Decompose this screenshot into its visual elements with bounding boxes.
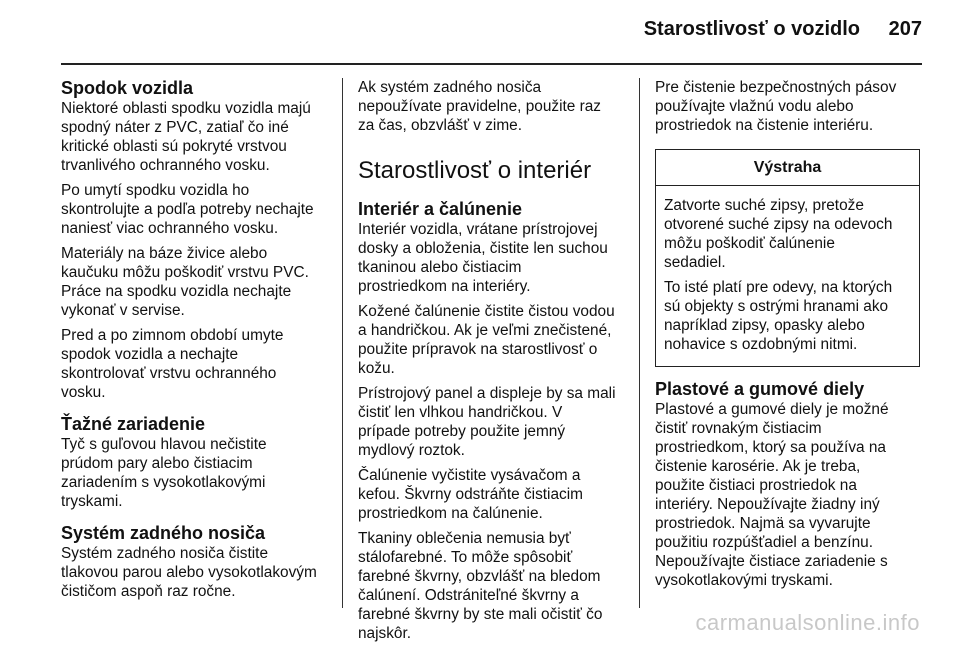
section-heading-towbar: Ťažné zariadenie <box>61 414 206 434</box>
text-line: kritické oblasti sú pokryté vrstvou <box>61 138 287 155</box>
text-line: Tkaniny oblečenia nemusia byť <box>358 530 571 547</box>
text-line: prostriedok. Najmä sa vyvarujte <box>655 515 871 532</box>
column-divider <box>639 78 640 608</box>
paragraph <box>358 384 626 460</box>
text-line: Ak systém zadného nosiča <box>358 79 542 96</box>
section-heading-underbody: Spodok vozidla <box>61 78 194 98</box>
paragraph <box>664 278 911 354</box>
text-line: použite čistiaci prostriedok na <box>655 477 857 494</box>
paragraph <box>61 435 329 511</box>
paragraph <box>358 302 626 378</box>
paragraph <box>655 78 920 135</box>
text-line: tkaninou alebo čistiacim <box>358 259 522 276</box>
paragraph <box>664 196 911 272</box>
text-line: Práce na spodku vozidla nechajte <box>61 283 292 300</box>
column-3 <box>655 78 920 596</box>
text-line: farebné škvrny, obzvlášť na bledom <box>358 568 601 585</box>
text-line: Kožené čalúnenie čistite čistou vodou <box>358 303 615 320</box>
text-line: Prístrojový panel a displeje by sa mali <box>358 385 616 402</box>
text-line: Interiér vozidla, vrátane prístrojovej <box>358 221 598 238</box>
text-line: prostriedkom, ktorý sa používa na <box>655 439 886 456</box>
paragraph <box>358 220 626 296</box>
text-line: otvorené suché zipsy na odevoch <box>664 216 893 233</box>
warning-box <box>655 149 920 367</box>
section-heading-interior-upholstery: Interiér a čalúnenie <box>358 199 523 219</box>
warning-title: Výstraha <box>656 150 919 186</box>
text-line: Pred a po zimnom období umyte <box>61 327 284 344</box>
paragraph <box>358 78 626 135</box>
watermark: carmanualsonline.info <box>695 610 920 635</box>
text-line: čistiť rovnakým čistiacim <box>655 420 822 437</box>
text-line: čistenie karosérie. Ak je treba, <box>655 458 861 475</box>
text-line: spodok vozidla a nechajte <box>61 346 239 363</box>
text-line: Tyč s guľovou hlavou nečistite <box>61 436 267 453</box>
text-line: za čas, obzvlášť v zime. <box>358 117 523 134</box>
text-line: trvanlivého ochranného vosku. <box>61 157 270 174</box>
column-divider <box>342 78 343 608</box>
section-heading-plastic-rubber: Plastové a gumové diely <box>655 379 865 399</box>
text-line: sedadiel. <box>664 254 726 271</box>
text-line: čistiť len vlhkou handričkou. V <box>358 404 563 421</box>
text-line: použitiu rozpúšťadiel a benzínu. <box>655 534 873 551</box>
text-line: kefou. Škvrny odstráňte čistiacim <box>358 486 583 503</box>
text-line: prostriedkom na čalúnenie. <box>358 505 543 522</box>
header-divider <box>61 63 922 65</box>
text-line: vysokotlakovými tryskami. <box>655 572 833 589</box>
text-line: sú objekty s ostrými hranami ako <box>664 298 889 315</box>
section-heading-rear-carrier: Systém zadného nosiča <box>61 523 266 543</box>
chapter-heading-interior-care: Starostlivosť o interiér <box>358 157 592 184</box>
text-line: Nepoužívajte čistiace zariadenie s <box>655 553 888 570</box>
text-line: tryskami. <box>61 493 123 510</box>
text-line: môžu poškodiť čalúnenie <box>664 235 835 252</box>
paragraph <box>655 400 920 590</box>
page-number: 207 <box>888 18 922 40</box>
text-line: tlakovou parou alebo vysokotlakovým <box>61 564 317 581</box>
text-line: nepoužívate pravidelne, použite raz <box>358 98 601 115</box>
text-line: Niektoré oblasti spodku vozidla majú <box>61 100 311 117</box>
column-1 <box>61 78 329 607</box>
text-line: napríklad zipsy, opasky alebo <box>664 317 865 334</box>
text-line: najskôr. <box>358 625 412 642</box>
text-line: To isté platí pre odevy, na ktorých <box>664 279 893 296</box>
text-line: skontrolovať vrstvu ochranného <box>61 365 277 382</box>
column-2 <box>358 78 626 649</box>
text-line: interiéry. Nepoužívajte žiadny iný <box>655 496 880 513</box>
text-line: Plastové a gumové diely je možné <box>655 401 889 418</box>
text-line: Čalúnenie vyčistite vysávačom a <box>358 467 581 484</box>
text-line: Materiály na báze živice alebo <box>61 245 268 262</box>
page-header-title: Starostlivosť o vozidlo <box>643 18 860 40</box>
paragraph <box>358 466 626 523</box>
text-line: kaučuku môžu poškodiť vrstvu PVC. <box>61 264 309 281</box>
text-line: prostriedok na čistenie interiéru. <box>655 117 874 134</box>
text-line: čalúnení. Odstrániteľné škvrny a <box>358 587 579 604</box>
paragraph <box>61 99 329 175</box>
text-line: vosku. <box>61 384 106 401</box>
text-line: prúdom pary alebo čistiacim <box>61 455 253 472</box>
paragraph <box>358 529 626 643</box>
text-line: použite prípravok na starostlivosť o <box>358 341 598 358</box>
paragraph <box>61 181 329 238</box>
warning-body <box>656 186 919 366</box>
text-line: Pre čistenie bezpečnostných pásov <box>655 79 897 96</box>
text-line: prostriedkom na interiéry. <box>358 278 531 295</box>
text-line: kožu. <box>358 360 395 377</box>
text-line: zariadením s vysokotlakovými <box>61 474 266 491</box>
text-line: Po umytí spodku vozidla ho <box>61 182 250 199</box>
text-line: Systém zadného nosiča čistite <box>61 545 269 562</box>
text-line: nohavice s ozdobnými nitmi. <box>664 336 858 353</box>
text-line: dosky a obloženia, čistite len suchou <box>358 240 608 257</box>
text-line: prípade potreby použite jemný <box>358 423 566 440</box>
text-line: Zatvorte suché zipsy, pretože <box>664 197 864 214</box>
text-line: mydlový roztok. <box>358 442 465 459</box>
paragraph <box>61 244 329 320</box>
text-line: farebné škvrny by ste mali očistiť čo <box>358 606 603 623</box>
text-line: a handričkou. Ak je veľmi znečistené, <box>358 322 612 339</box>
text-line: stálofarebné. To môže spôsobiť <box>358 549 573 566</box>
text-line: skontrolujte a podľa potreby nechajte <box>61 201 314 218</box>
paragraph <box>61 544 329 601</box>
text-line: naniesť viac ochranného vosku. <box>61 220 279 237</box>
text-line: spodný náter z PVC, zatiaľ čo iné <box>61 119 289 136</box>
paragraph <box>61 326 329 402</box>
text-line: používajte vlažnú vodu alebo <box>655 98 854 115</box>
text-line: vykonať v servise. <box>61 302 185 319</box>
text-line: čističom aspoň raz ročne. <box>61 583 236 600</box>
